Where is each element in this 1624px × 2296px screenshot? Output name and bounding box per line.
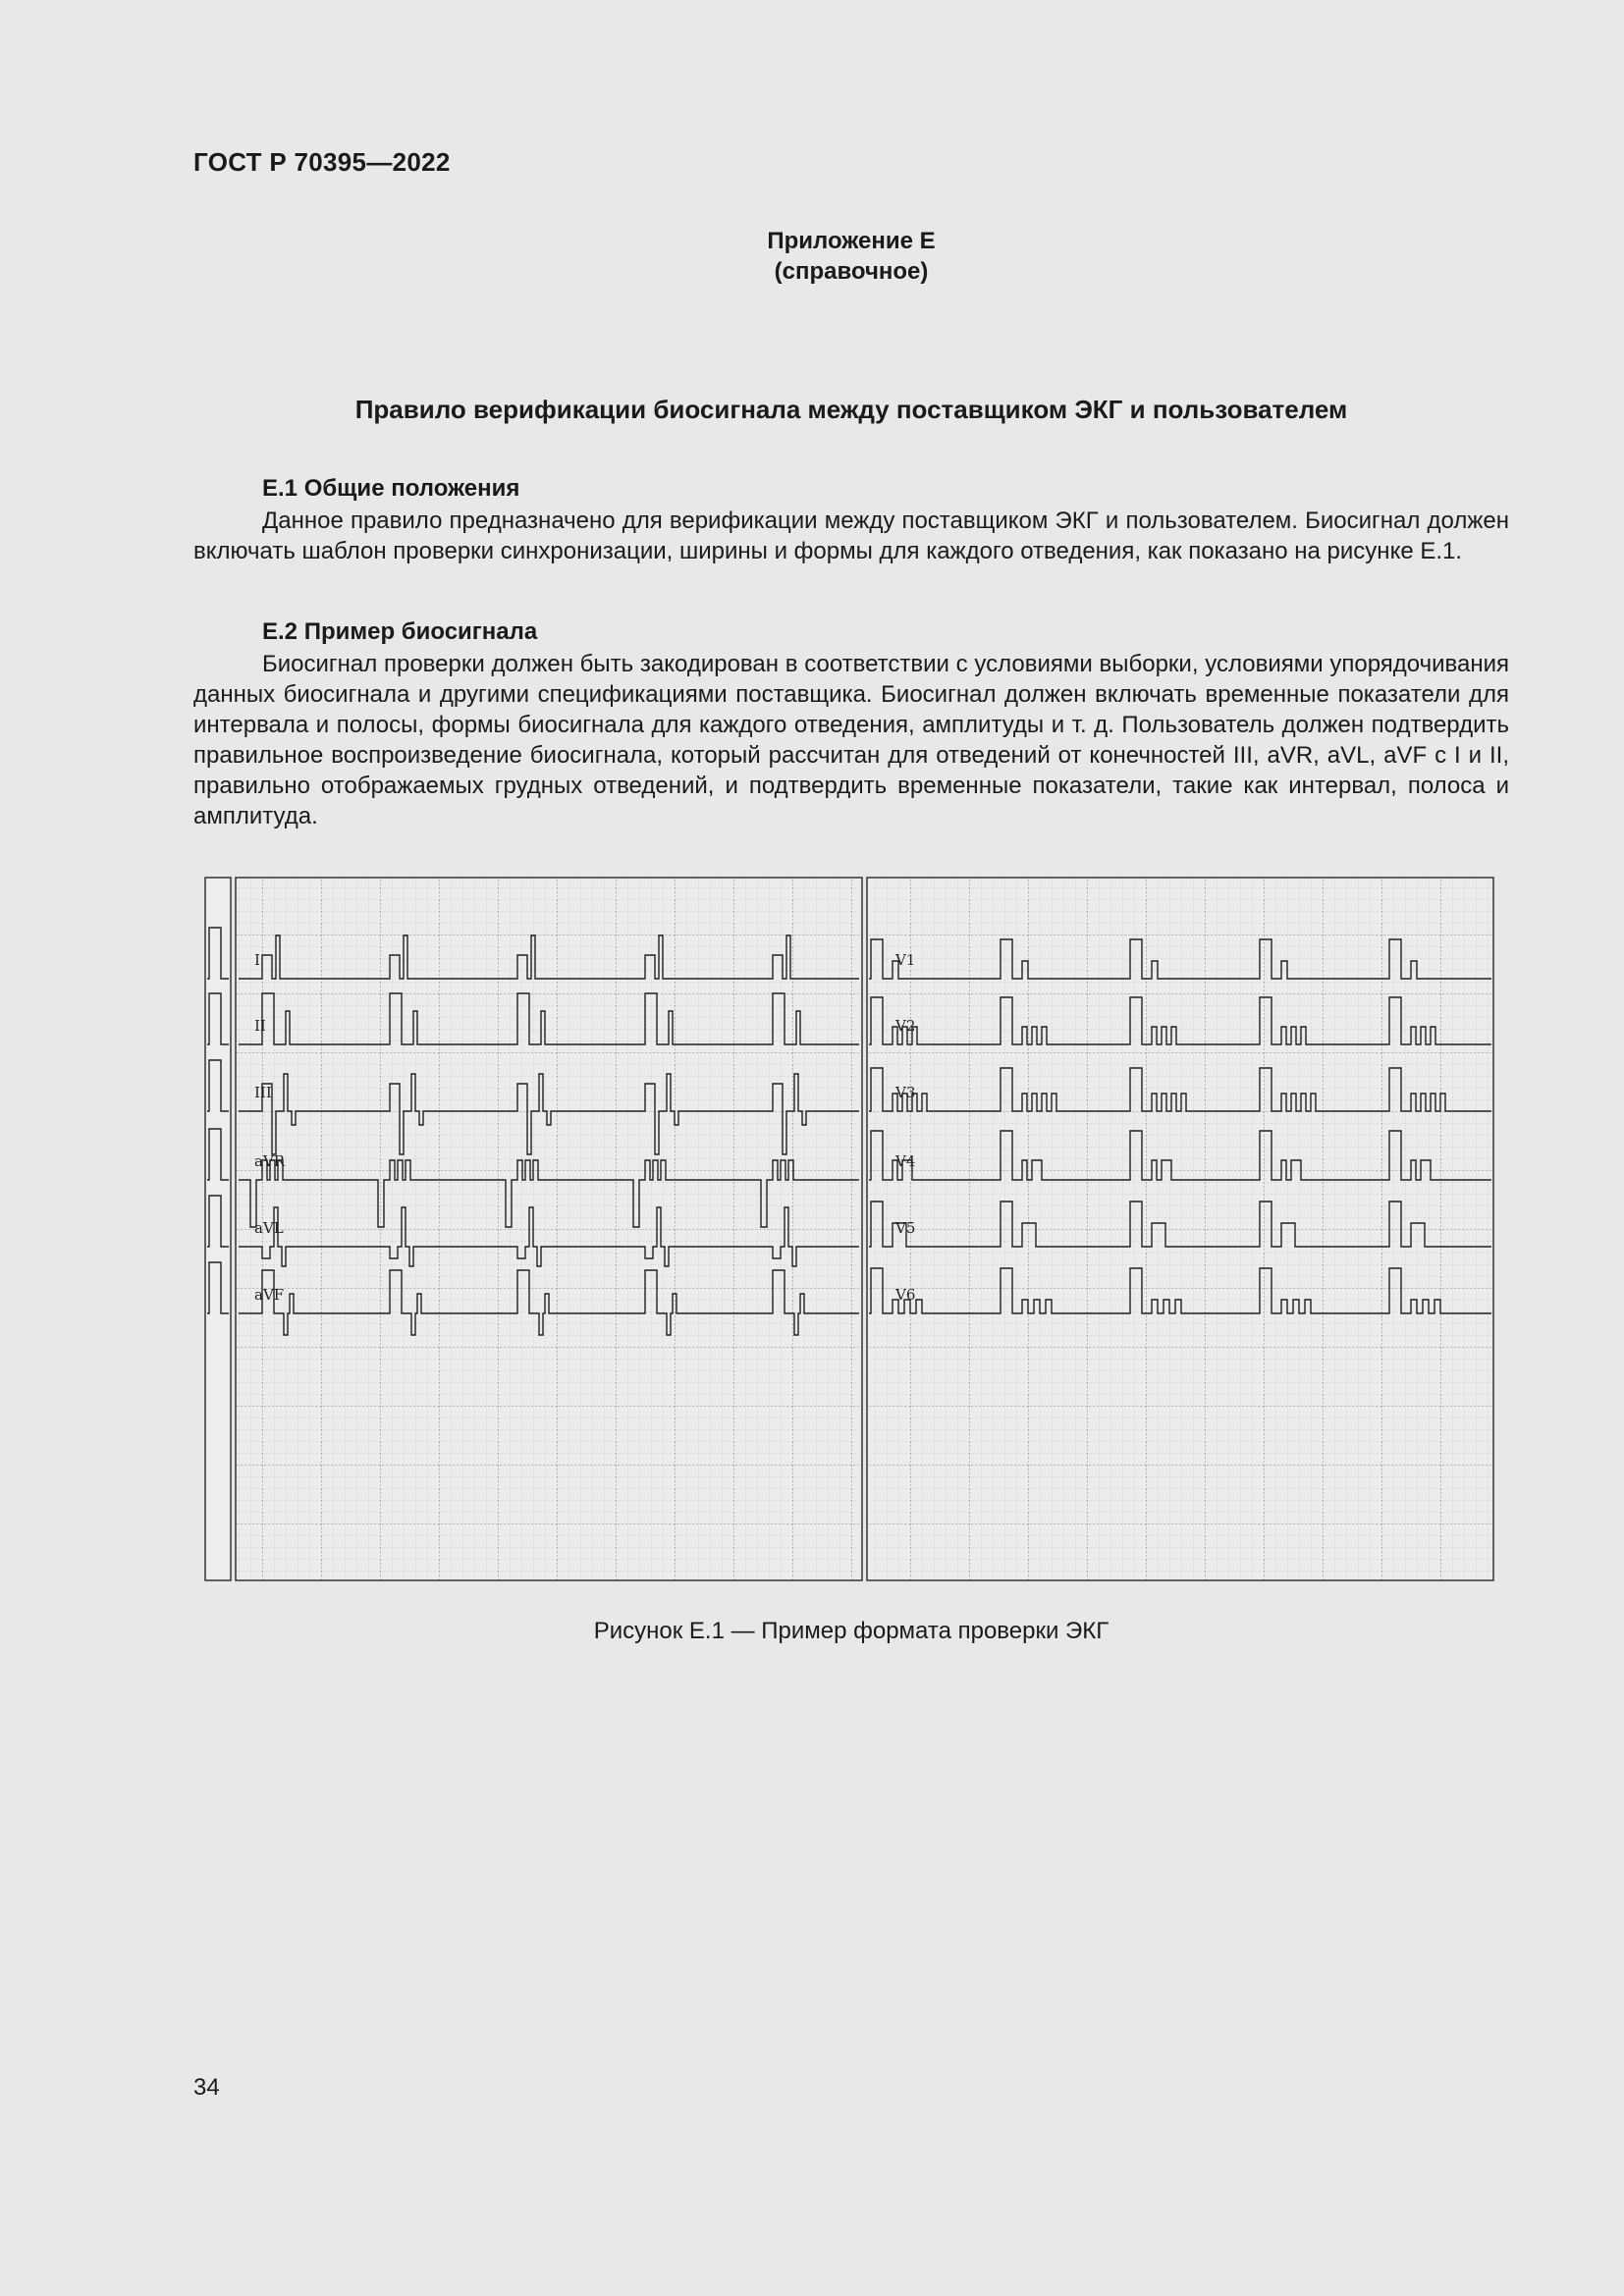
chest-lead-label: V4 — [895, 1152, 916, 1170]
chest-lead-label: V3 — [895, 1084, 916, 1101]
section-example — [193, 616, 1509, 831]
figure-caption: Рисунок Е.1 — Пример формата проверки ЭКГ — [593, 1618, 1110, 1644]
limb-lead-label: II — [254, 1017, 266, 1035]
ecg-figure — [203, 876, 1495, 1589]
limb-lead-label: III — [254, 1084, 272, 1101]
appendix-status: (справочное) — [774, 258, 929, 285]
section-general — [193, 473, 1509, 566]
ecg-chart — [203, 876, 1495, 1584]
section-heading: Е.1 Общие положения — [262, 475, 520, 502]
section-paragraph: Биосигнал проверки должен быть закодирован в соответствии с условиями выборки, условиями упорядочивания данных биосигнала и другими спецификациями поставщика. Биосигнал должен включать временные показатели для интервала и полосы, формы биосигнала для каждого отведения, амплитуды и т. д. Пользователь должен подтвердить правильное воспроизведение биосигнала, который рассчитан для отведений от конечностей III, aVR, aVL, aVF с I и II, правильно отображаемых грудных отведений, и подтвердить временные показатели, такие как интервал, полоса и амплитуда. — [193, 651, 1509, 829]
appendix-title: Приложение Е — [767, 228, 936, 254]
document-code: ГОСТ Р 70395—2022 — [193, 147, 451, 177]
page-number: 34 — [193, 2074, 220, 2101]
chest-lead-label: V5 — [895, 1219, 916, 1237]
document-title: Правило верификации биосигнала между поставщиком ЭКГ и пользователем — [354, 395, 1348, 424]
section-heading: Е.2 Пример биосигнала — [262, 618, 538, 645]
chest-lead-label: V2 — [895, 1017, 916, 1035]
appendix-heading — [0, 226, 1624, 287]
section-paragraph: Данное правило предназначено для верификации между поставщиком ЭКГ и пользователем. Биосигнал должен включать шаблон проверки синхронизации, ширины и формы для каждого отведения, как показано на рисунке Е.1. — [193, 507, 1509, 564]
limb-lead-label: I — [254, 951, 260, 969]
chest-lead-label: V1 — [895, 951, 916, 969]
limb-lead-label: aVL — [254, 1219, 284, 1237]
limb-lead-label: aVF — [254, 1286, 285, 1304]
limb-lead-label: aVR — [254, 1152, 286, 1170]
chest-lead-label: V6 — [895, 1286, 916, 1304]
